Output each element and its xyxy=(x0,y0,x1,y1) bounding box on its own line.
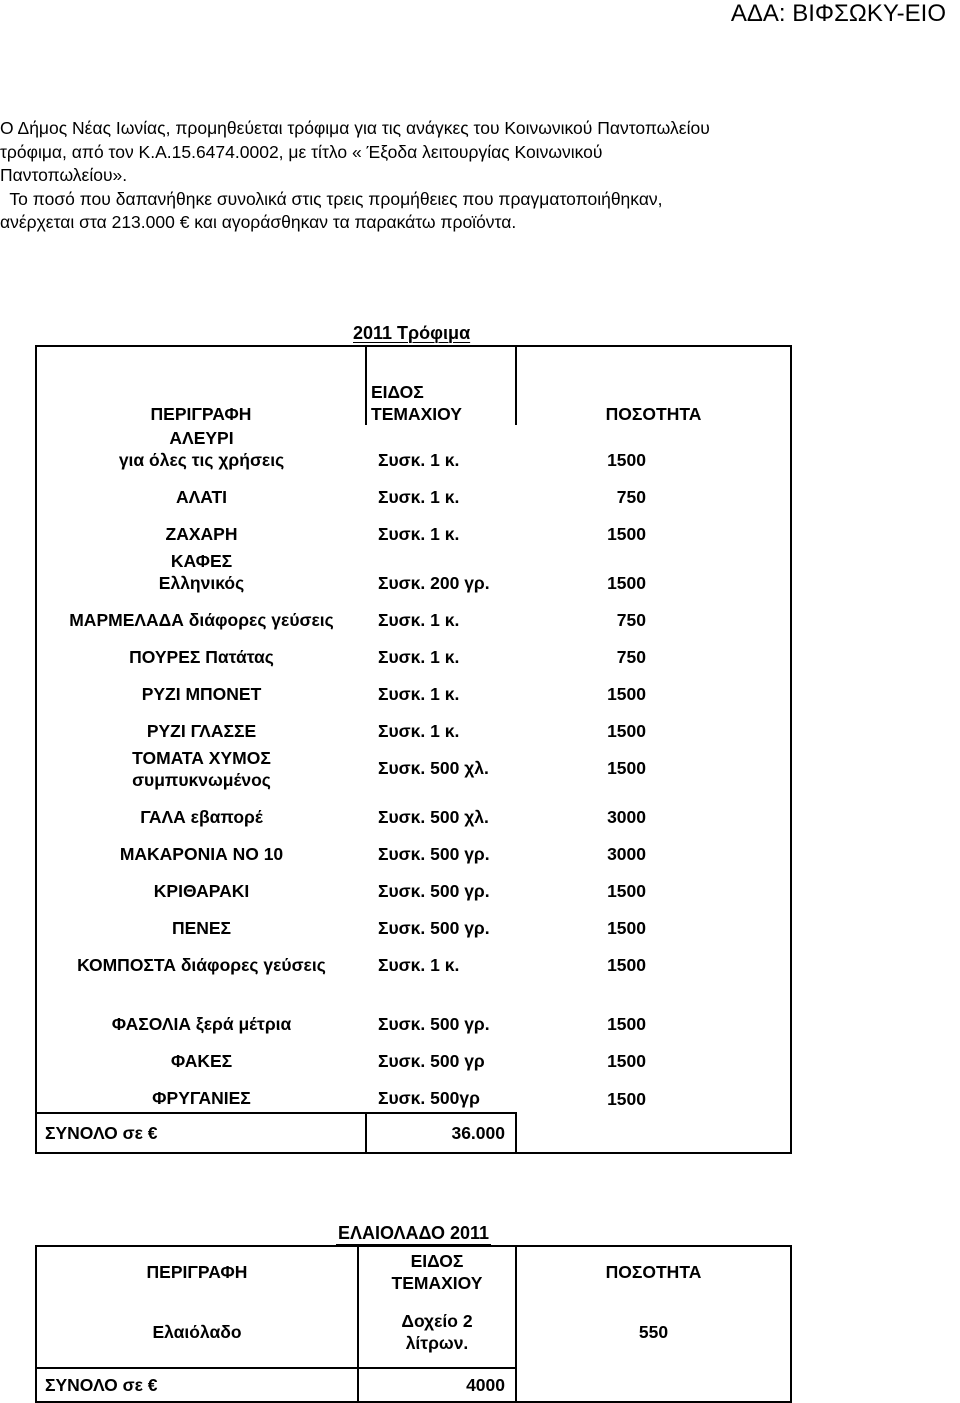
row-description xyxy=(36,425,366,474)
row-item-type: Συσκ. 1 κ. xyxy=(378,450,460,470)
row-description-line1: ΑΛΕΥΡΙ xyxy=(169,428,234,448)
row-description-line1: ΦΑΣΟΛΙΑ ξερά μέτρια xyxy=(111,1014,292,1034)
oil-header-type xyxy=(358,1246,516,1296)
row-description xyxy=(36,979,366,1038)
table-row xyxy=(36,868,791,905)
row-spacer xyxy=(646,942,791,979)
row-quantity: 750 xyxy=(616,647,646,667)
row-spacer xyxy=(646,868,791,905)
row-item-type: Συσκ. 500 χλ. xyxy=(378,807,489,827)
row-item-type: Συσκ. 500γρ xyxy=(378,1088,480,1108)
row-description xyxy=(36,671,366,708)
row-description-line1: ΦΑΚΕΣ xyxy=(170,1051,233,1071)
row-description-line1: ΡΥΖΙ ΓΛΑΣΣΕ xyxy=(146,721,257,741)
row-description-line2: για όλες τις χρήσεις xyxy=(118,450,285,470)
intro-line: ανέρχεται στα 213.000 € και αγοράσθηκαν τα παρακάτω προϊόντα. xyxy=(0,212,517,232)
table-row xyxy=(36,794,791,831)
row-description xyxy=(36,831,366,868)
row-spacer xyxy=(646,905,791,942)
row-description xyxy=(36,868,366,905)
row-quantity: 1500 xyxy=(607,684,646,704)
oil-type-cell xyxy=(358,1296,516,1368)
row-description xyxy=(36,1038,366,1075)
row-description-line2: συμπυκνωμένος xyxy=(132,770,271,790)
row-item-type: Συσκ. 1 κ. xyxy=(378,524,460,544)
row-item-type: Συσκ. 1 κ. xyxy=(378,610,460,630)
row-description xyxy=(36,794,366,831)
row-quantity: 1500 xyxy=(607,881,646,901)
table-row xyxy=(36,671,791,708)
row-description-line1: ΓΑΛΑ εβαπορέ xyxy=(140,807,263,827)
table-row xyxy=(36,708,791,745)
table-2011-title: 2011 Τρόφιμα xyxy=(353,323,471,343)
total-empty xyxy=(516,1113,791,1153)
oil-header-description: ΠΕΡΙΓΡΑΦΗ xyxy=(36,1246,358,1296)
row-spacer xyxy=(646,794,791,831)
row-item-type: Συσκ. 500 γρ xyxy=(378,1051,485,1071)
row-quantity: 750 xyxy=(616,610,646,630)
row-description xyxy=(36,905,366,942)
table-row xyxy=(36,831,791,868)
row-description-line1: ΜΑΡΜΕΛΑΔΑ διάφορες γεύσεις xyxy=(69,610,334,630)
olive-oil-table xyxy=(35,1245,792,1403)
table-row xyxy=(36,905,791,942)
row-quantity: 3000 xyxy=(607,844,646,864)
table-row xyxy=(36,597,791,634)
total-row xyxy=(36,1113,791,1153)
table-row xyxy=(36,425,791,474)
row-spacer xyxy=(646,671,791,708)
row-description xyxy=(36,1075,366,1113)
header-type-line2: ΤΕΜΑΧΙΟΥ xyxy=(371,404,462,424)
row-spacer xyxy=(646,511,791,548)
intro-line: τρόφιμα, από τον Κ.Α.15.6474.0002, με τίτλο « Έξοδα λειτουργίας Κοινωνικού xyxy=(0,141,603,162)
oil-qty-cell: 550 xyxy=(638,1322,669,1342)
oil-type-line1: Δοχείο 2 xyxy=(401,1310,473,1331)
oil-header-quantity: ΠΟΣΟΤΗΤΑ xyxy=(605,1261,702,1282)
row-description-line1: ΚΟΜΠΟΣΤΑ διάφορες γεύσεις xyxy=(77,955,326,975)
row-description-line2: Ελληνικός xyxy=(158,573,245,593)
oil-header-type-line2: ΤΕΜΑΧΙΟΥ xyxy=(391,1272,483,1293)
row-quantity: 1500 xyxy=(607,918,646,938)
row-item-type: Συσκ. 500 γρ. xyxy=(378,844,490,864)
row-description-line1: ΠΟΥΡΕΣ Πατάτας xyxy=(129,647,274,667)
row-spacer xyxy=(646,474,791,511)
row-spacer xyxy=(646,745,791,794)
table-row xyxy=(36,1075,791,1113)
row-item-type: Συσκ. 1 κ. xyxy=(378,955,460,975)
row-spacer xyxy=(646,634,791,671)
oil-header-type-line1: ΕΙΔΟΣ xyxy=(410,1250,464,1271)
row-description xyxy=(36,511,366,548)
row-description xyxy=(36,634,366,671)
row-quantity: 1500 xyxy=(607,524,646,544)
row-quantity: 1500 xyxy=(607,721,646,741)
row-spacer xyxy=(646,1075,791,1113)
row-description-line1: ΠΕΝΕΣ xyxy=(171,918,232,938)
row-quantity: 750 xyxy=(616,487,646,507)
table-row xyxy=(36,511,791,548)
row-quantity: 1500 xyxy=(607,1089,646,1109)
header-quantity: ΠΟΣΟΤΗΤΑ xyxy=(605,404,702,424)
row-spacer xyxy=(646,708,791,745)
header-item-type xyxy=(366,346,516,425)
row-description xyxy=(36,597,366,634)
oil-total-label: ΣΥΝΟΛΟ σε € xyxy=(36,1368,358,1402)
row-description-line1: ΤΟΜΑΤΑ ΧΥΜΟΣ xyxy=(132,748,271,768)
total-value: 36.000 xyxy=(366,1113,516,1153)
row-description xyxy=(36,942,366,979)
row-spacer xyxy=(646,548,791,597)
intro-paragraph xyxy=(0,117,880,235)
row-description-line1: ΜΑΚΑΡΟΝΙΑ ΝΟ 10 xyxy=(119,844,284,864)
row-item-type: Συσκ. 1 κ. xyxy=(378,487,460,507)
row-spacer xyxy=(646,1038,791,1075)
ada-code: ΑΔΑ: ΒΙΦΣΩΚΥ-ΕΙΟ xyxy=(730,0,946,27)
intro-line: Ο Δήμος Νέας Ιωνίας, προμηθεύεται τρόφιμα για τις ανάγκες του Κοινωνικού Παντοπωλείου xyxy=(0,118,710,138)
row-item-type: Συσκ. 500 γρ. xyxy=(378,1014,490,1034)
table-row xyxy=(36,474,791,511)
table-row xyxy=(36,979,791,1038)
row-spacer xyxy=(646,597,791,634)
row-item-type: Συσκ. 500 γρ. xyxy=(378,881,490,901)
row-description xyxy=(36,745,366,794)
row-quantity: 1500 xyxy=(607,450,646,470)
row-quantity: 1500 xyxy=(607,573,646,593)
row-quantity: 1500 xyxy=(607,955,646,975)
row-description xyxy=(36,474,366,511)
row-item-type: Συσκ. 1 κ. xyxy=(378,647,460,667)
row-item-type: Συσκ. 500 χλ. xyxy=(378,758,489,778)
table-row xyxy=(36,634,791,671)
row-quantity: 1500 xyxy=(607,758,646,778)
table-row xyxy=(36,548,791,597)
oil-total-empty xyxy=(516,1368,791,1402)
row-description-line1: ΦΡΥΓΑΝΙΕΣ xyxy=(152,1088,251,1108)
row-description-line1: ΑΛΑΤΙ xyxy=(175,487,228,507)
row-spacer xyxy=(646,979,791,1038)
oil-type-line2: λίτρων. xyxy=(405,1332,469,1353)
oil-title-text: ΕΛΑΙΟΛΑΔΟ 2011 xyxy=(336,1223,491,1246)
row-quantity: 1500 xyxy=(607,1014,646,1034)
table-row xyxy=(36,1038,791,1075)
row-spacer xyxy=(646,831,791,868)
total-label: ΣΥΝΟΛΟ σε € xyxy=(36,1113,366,1153)
header-type-line1: ΕΙΔΟΣ xyxy=(371,382,424,402)
intro-line: Το ποσό που δαπανήθηκε συνολικά στις τρεις προμήθειες που πραγματοποιήθηκαν, xyxy=(0,188,663,209)
row-quantity: 3000 xyxy=(607,807,646,827)
table-oil-title xyxy=(336,1223,491,1244)
row-description-line1: ΖΑΧΑΡΗ xyxy=(165,524,238,544)
row-item-type: Συσκ. 200 γρ. xyxy=(378,573,490,593)
food-table-2011 xyxy=(35,345,792,1154)
row-description-line1: ΡΥΖΙ ΜΠΟΝΕΤ xyxy=(141,684,262,704)
oil-desc-cell: Ελαιόλαδο xyxy=(36,1296,358,1368)
table-row xyxy=(36,942,791,979)
oil-total-value: 4000 xyxy=(358,1368,516,1402)
row-item-type: Συσκ. 1 κ. xyxy=(378,721,460,741)
row-item-type: Συσκ. 500 γρ. xyxy=(378,918,490,938)
intro-line: Παντοπωλείου». xyxy=(0,165,128,185)
row-item-type: Συσκ. 1 κ. xyxy=(378,684,460,704)
row-description-line1: ΚΡΙΘΑΡΑΚΙ xyxy=(153,881,250,901)
row-description xyxy=(36,548,366,597)
table-row xyxy=(36,745,791,794)
row-description-line1: ΚΑΦΕΣ xyxy=(170,551,233,571)
row-quantity: 1500 xyxy=(607,1051,646,1071)
row-spacer xyxy=(646,425,791,474)
header-description: ΠΕΡΙΓΡΑΦΗ xyxy=(36,346,366,425)
row-description xyxy=(36,708,366,745)
